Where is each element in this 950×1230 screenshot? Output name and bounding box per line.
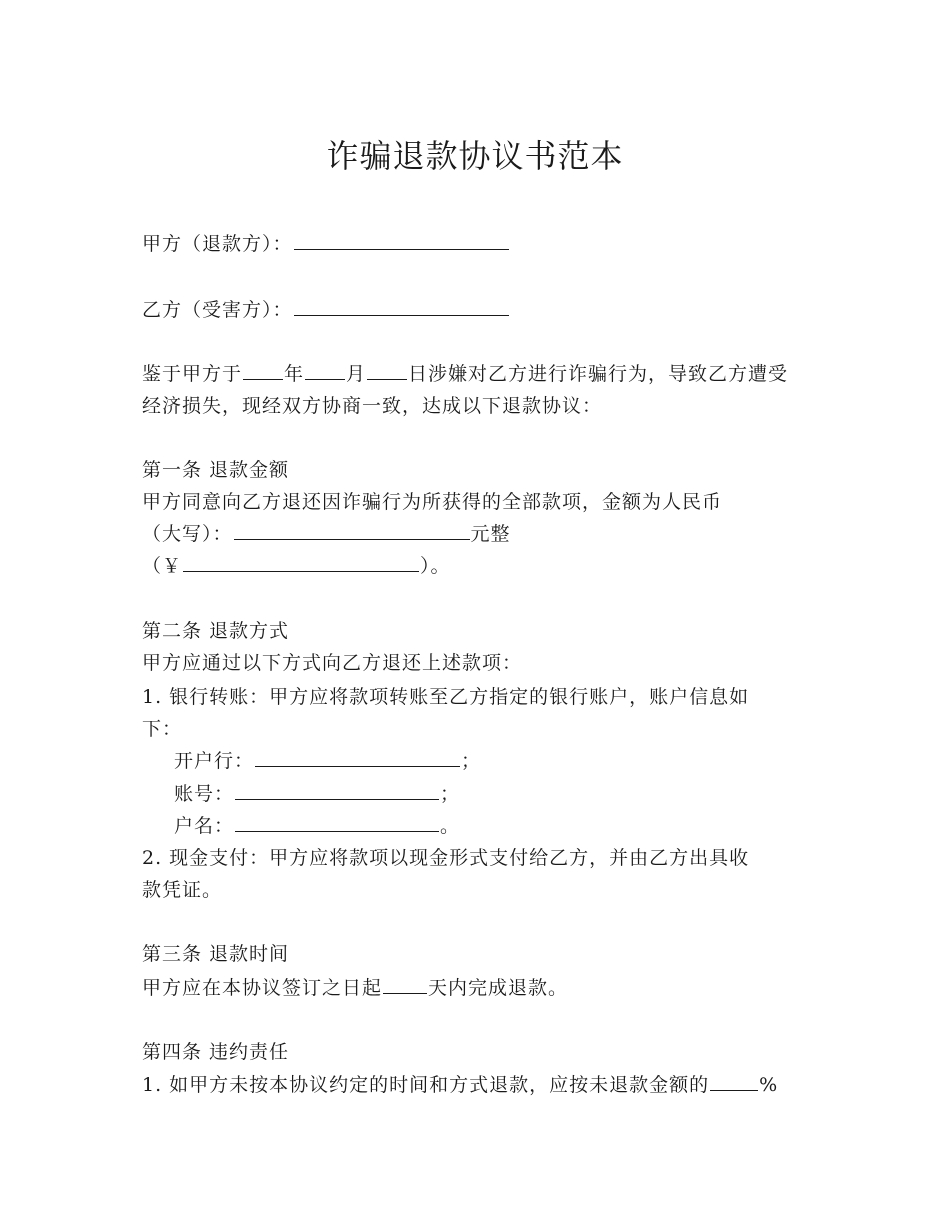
article-2-intro: 甲方应通过以下方式向乙方退还上述款项： bbox=[142, 652, 523, 674]
party-a-blank bbox=[294, 230, 509, 250]
article-2-heading: 第二条 退款方式 bbox=[142, 620, 290, 642]
party-a-line bbox=[142, 230, 510, 258]
party-b-line bbox=[142, 296, 510, 324]
party-b-label: 乙方（受害方）： bbox=[142, 299, 293, 321]
amount-number-blank bbox=[183, 552, 419, 572]
article-4-text-a: 1. 如甲方未按本协议约定的时间和方式退款，应按未退款金额的 bbox=[142, 1074, 710, 1096]
name-end: 。 bbox=[440, 815, 461, 837]
preamble-year-label: 年 bbox=[284, 363, 305, 385]
account-blank bbox=[235, 780, 439, 800]
article-1-line-3 bbox=[142, 552, 451, 580]
bank-blank bbox=[255, 747, 460, 767]
party-a-label: 甲方（退款方）： bbox=[142, 233, 293, 255]
percent-blank bbox=[710, 1071, 758, 1091]
article-2-item-1-line-2: 下： bbox=[142, 718, 183, 740]
name-blank bbox=[235, 812, 439, 832]
preamble-month-blank bbox=[305, 360, 345, 380]
preamble-day-blank bbox=[367, 360, 407, 380]
preamble-line-1 bbox=[142, 360, 788, 388]
bank-end: ； bbox=[461, 750, 482, 772]
amount-number-prefix: （￥ bbox=[142, 555, 183, 577]
amount-words-suffix: 元整 bbox=[470, 523, 511, 545]
preamble-text-b: 日涉嫌对乙方进行诈骗行为，导致乙方遭受 bbox=[408, 363, 789, 385]
document-title: 诈骗退款协议书范本 bbox=[326, 137, 624, 175]
article-3-line bbox=[142, 974, 568, 1002]
article-1-line-2 bbox=[142, 520, 511, 548]
account-line bbox=[174, 780, 460, 808]
account-label: 账号： bbox=[174, 783, 235, 805]
article-4-heading: 第四条 违约责任 bbox=[142, 1041, 290, 1063]
article-4-item-1 bbox=[142, 1071, 778, 1099]
account-end: ； bbox=[440, 783, 461, 805]
bank-label: 开户行： bbox=[174, 750, 255, 772]
article-2-item-2-line-1: 2. 现金支付：甲方应将款项以现金形式支付给乙方，并由乙方出具收 bbox=[142, 847, 750, 869]
percent-sign: % bbox=[759, 1074, 779, 1096]
article-1-heading: 第一条 退款金额 bbox=[142, 459, 290, 481]
preamble-text-a: 鉴于甲方于 bbox=[142, 363, 243, 385]
article-3-text-b: 天内完成退款。 bbox=[428, 977, 569, 999]
article-2-item-2-line-2: 款凭证。 bbox=[142, 879, 223, 901]
days-blank bbox=[383, 974, 427, 994]
article-1-line-1: 甲方同意向乙方退还因诈骗行为所获得的全部款项，金额为人民币 bbox=[142, 491, 723, 513]
amount-words-label: （大写）： bbox=[142, 523, 233, 545]
bank-line bbox=[174, 747, 481, 775]
preamble-month-label: 月 bbox=[346, 363, 367, 385]
preamble-line-2: 经济损失，现经双方协商一致，达成以下退款协议： bbox=[142, 395, 603, 417]
amount-words-blank bbox=[234, 520, 470, 540]
party-b-blank bbox=[294, 296, 509, 316]
preamble-year-blank bbox=[243, 360, 283, 380]
article-2-item-1-line-1: 1. 银行转账：甲方应将款项转账至乙方指定的银行账户，账户信息如 bbox=[142, 686, 750, 708]
name-line bbox=[174, 812, 460, 840]
amount-number-suffix: ）。 bbox=[420, 555, 451, 577]
name-label: 户名： bbox=[174, 815, 235, 837]
article-3-text-a: 甲方应在本协议签订之日起 bbox=[142, 977, 383, 999]
article-3-heading: 第三条 退款时间 bbox=[142, 943, 290, 965]
